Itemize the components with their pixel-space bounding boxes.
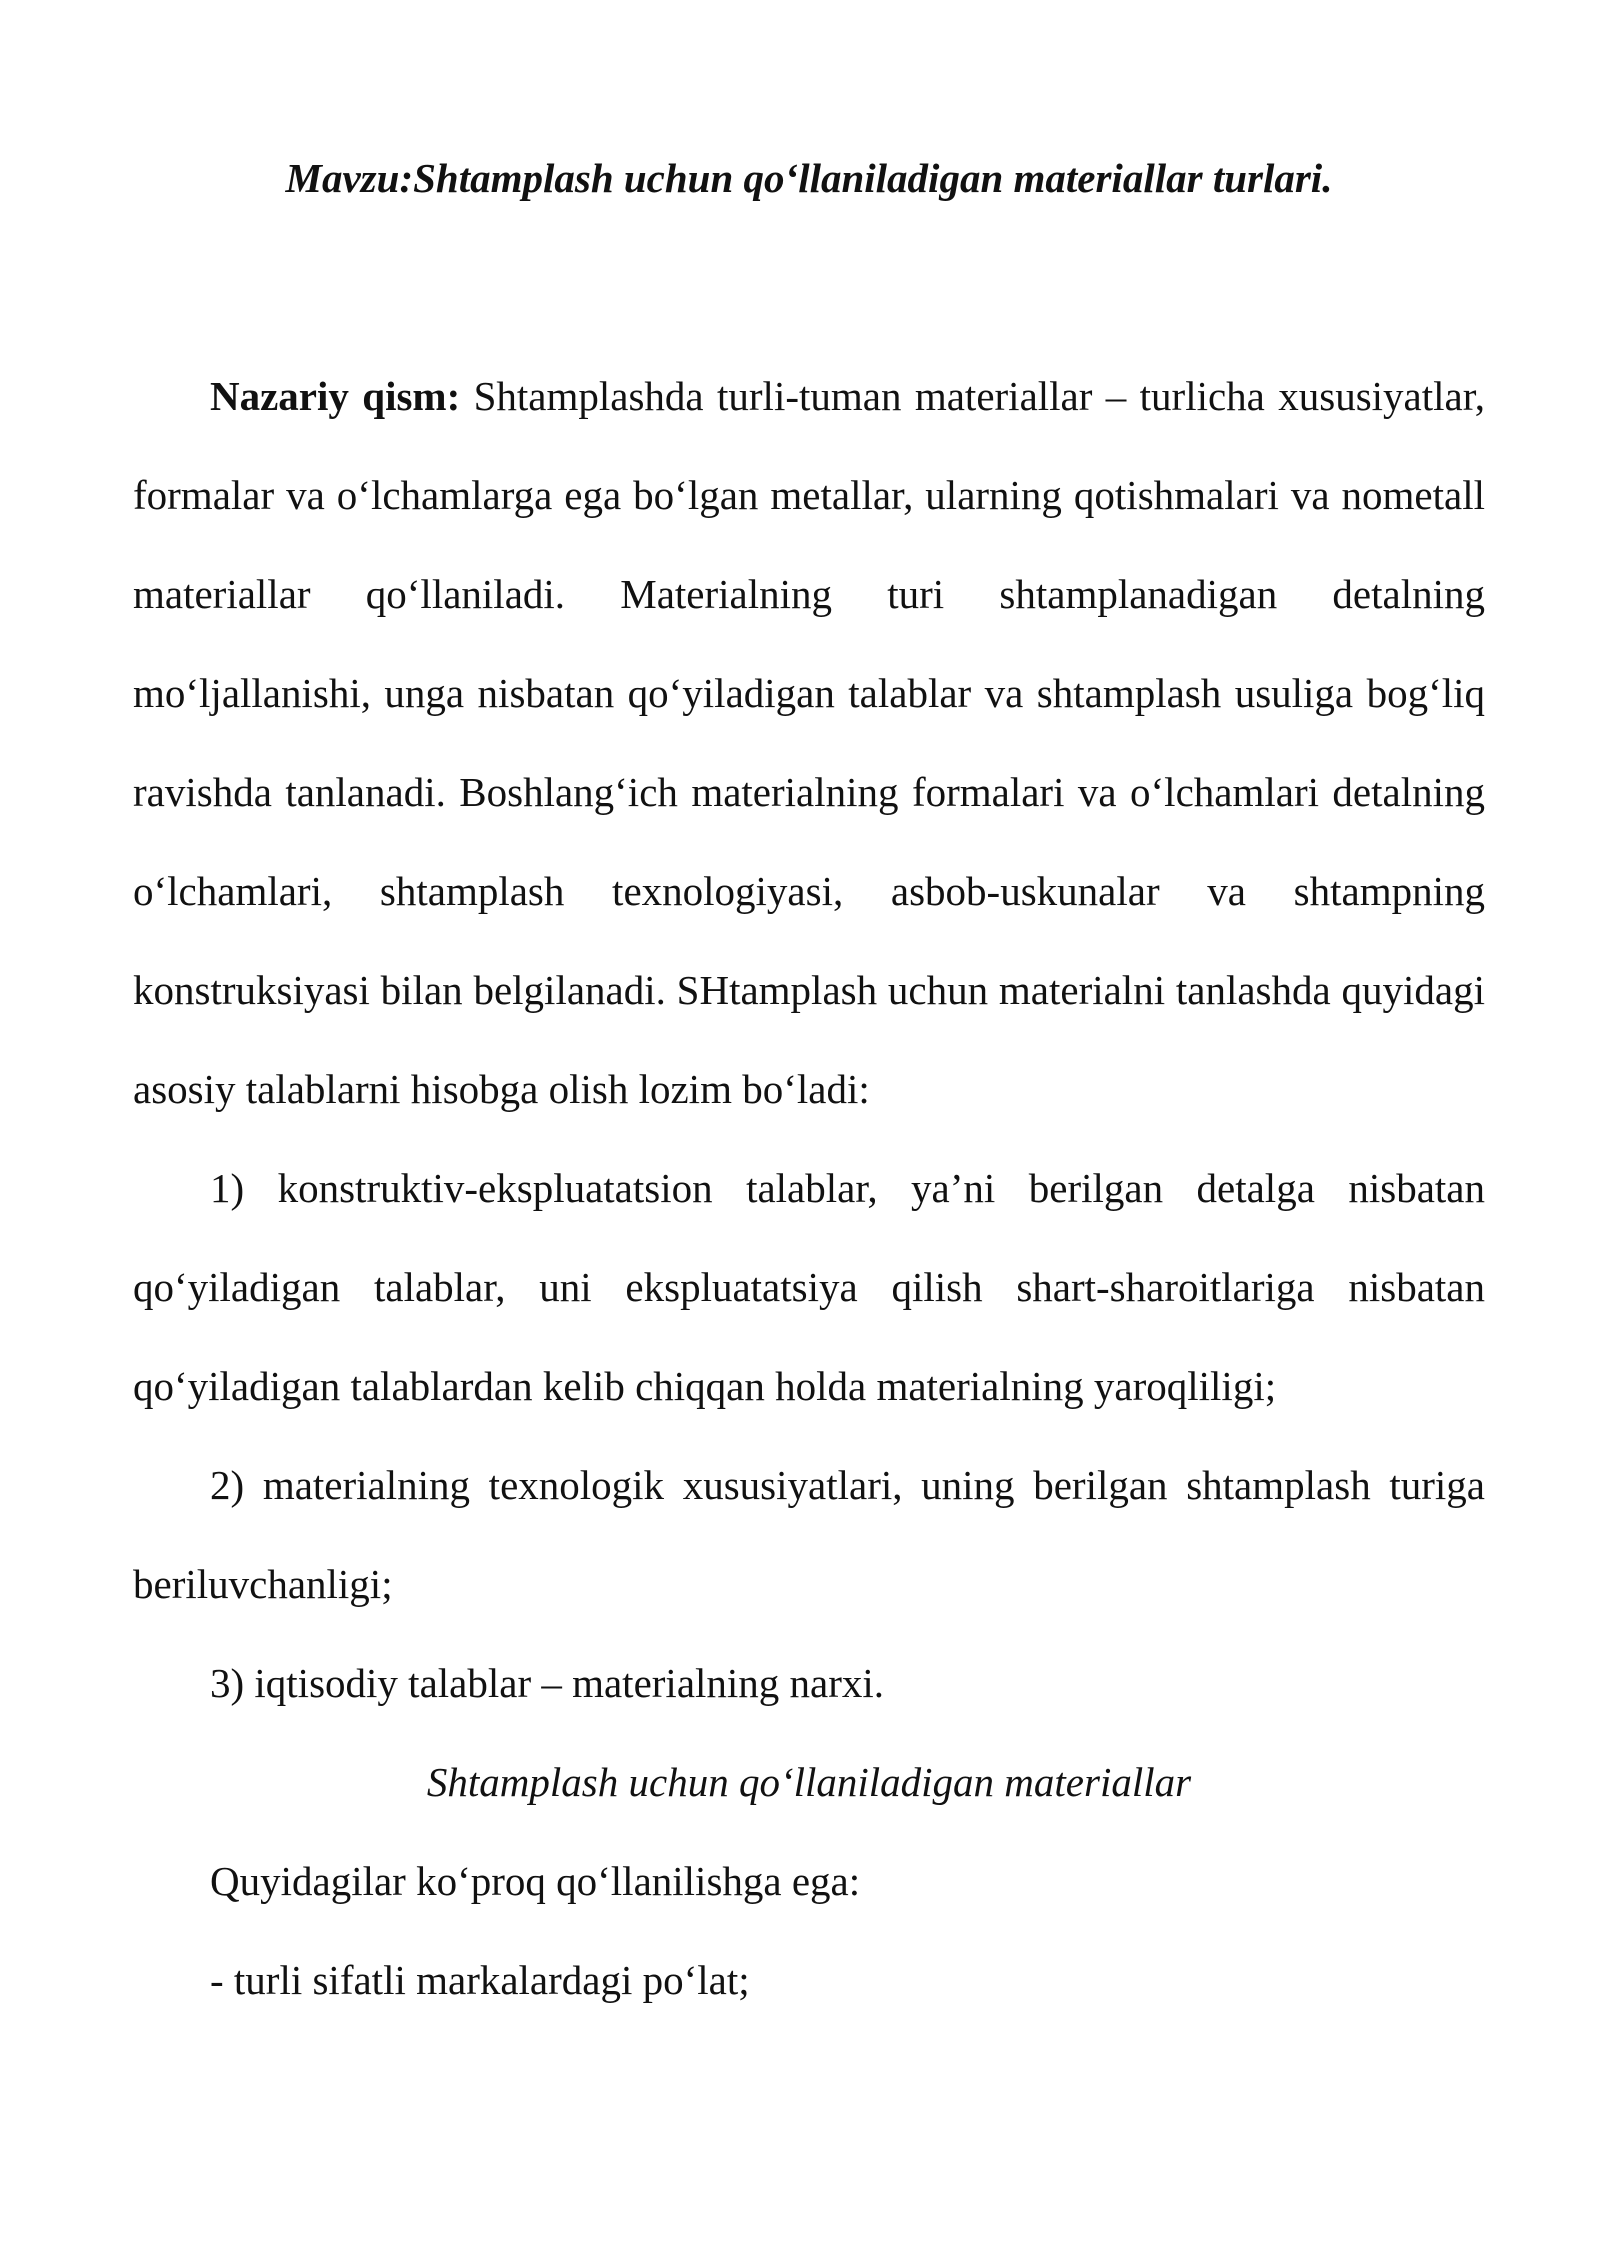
intro-text: Shtamplashda turli-tuman materiallar – turlicha xususiyatlar, formalar va o‘lchamlarga ega bo‘lgan metallar, ularning qotishmalari va nometall materiallar qo‘llaniladi. Materialning turi shtamplanadigan detalning mo‘ljallanishi, unga nisbatan qo‘yiladigan talablar va shtamplash usuliga bog‘liq ravishda tanlanadi. Boshlang‘ich materialning formalari va o‘lchamlari detalning o‘lchamlari, shtamplash texnologiyasi, asbob-uskunalar va shtampning konstruksiyasi bilan belgilanadi. SHtamplash uchun materialni tanlashda quyidagi asosiy talablarni hisobga olish lozim bo‘ladi: [133, 373, 1485, 1112]
material-item: - turli sifatli markalardagi po‘lat; [210, 1957, 750, 2003]
requirement-item: 2) materialning texnologik xususiyatlari, uning berilgan shtamplash turiga beriluvchanligi; [133, 1462, 1485, 1607]
section-heading: Shtamplash uchun qo‘llaniladigan materiallar [426, 1759, 1192, 1805]
requirement-item: 1) konstruktiv-ekspluatatsion talablar, ya’ni berilgan detalga nisbatan qo‘yiladigan talablar, uni ekspluatatsiya qilish shart-sharoitlariga nisbatan qo‘yiladigan talablardan kelib chiqqan holda materialning yaroqliligi; [133, 1165, 1485, 1409]
list-intro: Quyidagilar ko‘proq qo‘llanilishga ega: [210, 1858, 861, 1904]
intro-label: Nazariy qism: [210, 373, 461, 419]
document-title: Mavzu:Shtamplash uchun qo‘llaniladigan materiallar turlari. [285, 155, 1333, 201]
requirement-item: 3) iqtisodiy talablar – materialning narxi. [210, 1660, 885, 1706]
intro-paragraph [133, 347, 1485, 1139]
document-body [133, 347, 1485, 2030]
